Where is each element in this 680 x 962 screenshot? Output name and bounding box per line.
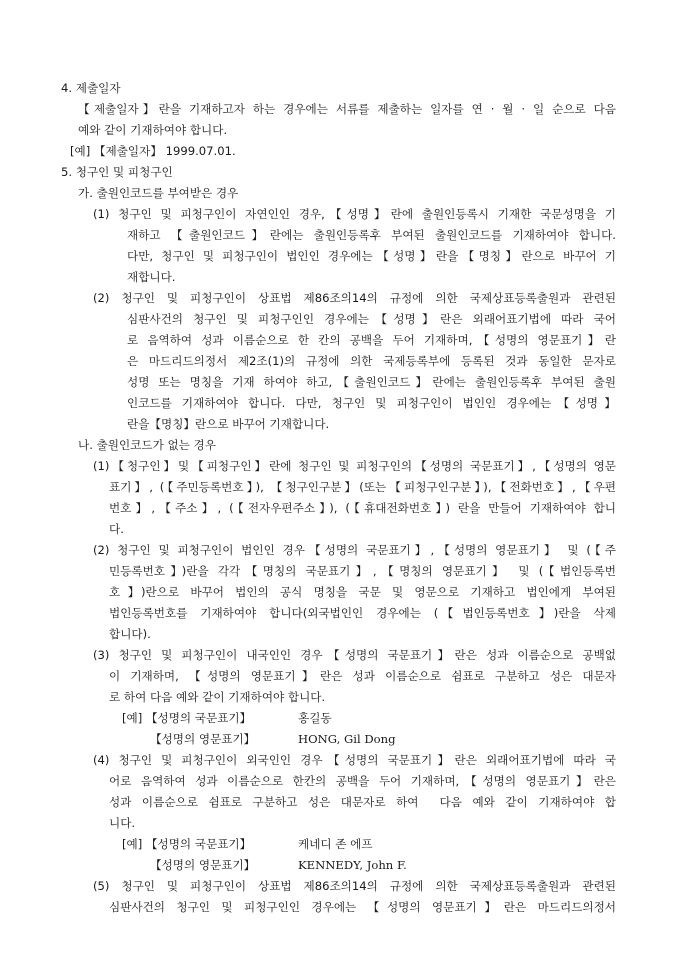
list-item-line: (1) 청구인 및 피청구인이 자연인인 경우,【성명】란에 출원인등록시 기재한 국문성명을 기 xyxy=(93,207,616,221)
list-item-line: 이 기재하며, 【성명의 영문표기】란은 성과 이름순으로 쉼표로 구분하고 성은 대문자 xyxy=(109,669,616,683)
paragraph-line: 예와 같이 기재하여야 합니다. xyxy=(78,123,228,137)
example-label: [예] 【성명의 국문표기】 xyxy=(122,837,252,851)
list-item-line: 재하고 【출원인코드】란에는 출원인등록후 부여된 출원인코드를 기재하여야 합니다. xyxy=(127,228,616,242)
list-item-line: 호】)란으로 바꾸어 법인의 공식 명칭을 국문 및 영문으로 기재하고 법인에게 부여된 xyxy=(109,585,616,599)
list-item-line: 합니다). xyxy=(109,627,151,641)
example-label: [예] 【성명의 국문표기】 xyxy=(122,711,252,725)
list-item-line: 성과 이름순으로 쉼표로 구분하고 성은 대문자로 하여 다음 예와 같이 기재하여야 합 xyxy=(109,795,616,809)
list-item-line: (5) 청구인 및 피청구인이 상표법 제86조의14의 규정에 의한 국제상표등록출원과 관련된 xyxy=(93,879,616,893)
list-item-line: 니다. xyxy=(109,816,136,830)
list-item-line: 성명 또는 명칭을 기재 하여야 하고,【출원인코드】란에는 출원인등록후 부여된 출원 xyxy=(127,375,616,389)
list-item-line: (4) 청구인 및 피청구인이 외국인인 경우【성명의 국문표기】란은 외래어표기법에 따라 국 xyxy=(93,753,616,767)
subsection-heading-a: 가. 출원인코드를 부여받은 경우 xyxy=(78,186,239,200)
list-item-line: 란을【명칭】란으로 바꾸어 기재합니다. xyxy=(127,417,330,431)
list-item-line: 표기】, (【주민등록번호】), 【청구인구분】(또는【피청구인구분】),【전화번호】,【우편 xyxy=(109,480,616,494)
example-label: 【성명의 영문표기】 xyxy=(150,732,256,746)
list-item-line: (1)【청구인】및【피청구인】란에 청구인 및 피청구인의【성명의 국문표기】,【성명의 영문 xyxy=(93,459,616,473)
list-item-line: 인코드를 기재하여야 합니다. 다만, 청구인 및 피청구인이 법인인 경우에는【성명】 xyxy=(127,396,616,410)
list-item-line: 다. xyxy=(109,522,124,536)
example-value: 케네디 존 에프 xyxy=(298,837,373,851)
list-item-line: 은 마드리드의정서 제2조(1)의 규정에 의한 국제등록부에 등록된 것과 동일한 문자로 xyxy=(127,354,616,368)
example-line: [예] 【제출일자】 1999.07.01. xyxy=(70,144,236,158)
list-item-line: 번호】,【주소】, (【전자우편주소】), (【휴대전화번호】) 란을 만들어 기재하여야 합니 xyxy=(109,501,616,515)
list-item-line: (2) 청구인 및 피청구인이 상표법 제86조의14의 규정에 의한 국제상표등록출원과 관련된 xyxy=(93,291,616,305)
list-item-line: 법인등록번호를 기재하여야 합니다(외국법인인 경우에는 (【법인등록번호】)란을 삭제 xyxy=(109,606,616,620)
list-item-line: 심판사건의 청구인 및 피청구인인 경우에는【성명】란은 외래어표기법에 따라 국어 xyxy=(127,312,616,326)
list-item-line: 민등록번호】)란을 각각【명칭의 국문표기】,【명칭의 영문표기】 및 (【법인등록번 xyxy=(109,564,616,578)
list-item-line: (3) 청구인 및 피청구인이 내국인인 경우【성명의 국문표기】란은 성과 이름순으로 공백없 xyxy=(93,648,616,662)
list-item-line: 어로 음역하여 성과 이름순으로 한칸의 공백을 두어 기재하며,【성명의 영문표기】란은 xyxy=(109,774,616,788)
example-label: 【성명의 영문표기】 xyxy=(150,858,256,872)
list-item-line: 재합니다. xyxy=(127,270,176,284)
section-heading-4: 4. 제출일자 xyxy=(61,81,121,95)
subsection-heading-b: 나. 출원인코드가 없는 경우 xyxy=(78,438,216,452)
example-value: 홍길동 xyxy=(298,711,332,725)
list-item-line: 다만, 청구인 및 피청구인이 법인인 경우에는【성명】란을【명칭】란으로 바꾸어 기 xyxy=(127,249,616,263)
list-item-line: (2) 청구인 및 피청구인이 법인인 경우【성명의 국문표기】,【성명의 영문표기】 및 (【주 xyxy=(93,543,616,557)
paragraph-line: 【제출일자】란을 기재하고자 하는 경우에는 서류를 제출하는 일자를 연 · 월 · 일 순으로 다음 xyxy=(78,102,616,116)
example-value: HONG, Gil Dong xyxy=(298,732,396,746)
example-value: KENNEDY, John F. xyxy=(298,858,407,872)
list-item-line: 로 하여 다음 예와 같이 기재하여야 합니다. xyxy=(109,690,326,704)
list-item-line: 로 음역하여 성과 이름순으로 한 칸의 공백을 두어 기재하며,【성명의 영문표기】란 xyxy=(127,333,616,347)
list-item-line: 심판사건의 청구인 및 피청구인인 경우에는 【성명의 영문표기】란은 마드리드의정서 xyxy=(109,900,616,914)
section-heading-5: 5. 청구인 및 피청구인 xyxy=(61,165,173,179)
